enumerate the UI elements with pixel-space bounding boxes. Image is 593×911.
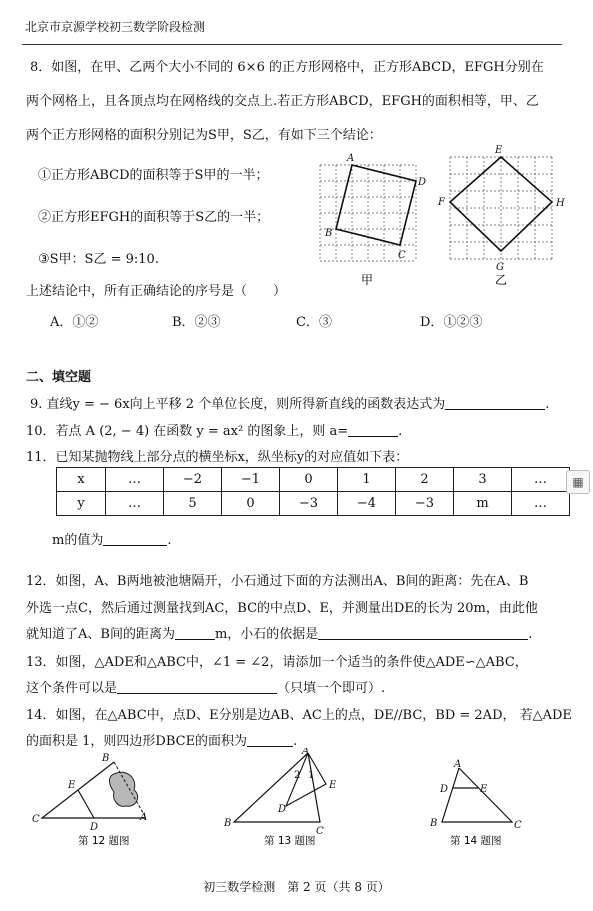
f12-label-c: C (32, 814, 40, 825)
table-row (57, 492, 570, 516)
label-f: F (438, 197, 445, 208)
square-efgh (450, 157, 552, 251)
q9-text: 9. 直线y = − 6x向上平移 2 个单位长度，则所得新直线的函数表达式为 . (30, 397, 550, 412)
q8-line2: 两个网格上，且各顶点均在网格线的交点上.若正方形ABCD，EFGH的面积相等，甲、乙 (26, 94, 539, 109)
q14-line1: 14．如图，在△ABC中，点D、E分别是边AB、AC上的点，DE//BC，BD = 2AD， 若△ADE (26, 708, 572, 723)
table-cell: −4 (338, 492, 396, 516)
f14-label-e: E (480, 784, 488, 795)
q11-answer-blank[interactable] (103, 533, 167, 546)
figure-jia-label: 甲 (361, 273, 374, 287)
f13-label-e: E (329, 780, 337, 791)
table-cell: −3 (280, 492, 338, 516)
figure-yi-label: 乙 (495, 273, 508, 287)
table-cell: 2 (396, 468, 454, 492)
q12-line3 (26, 623, 532, 642)
f13-angle-2: 2 (294, 770, 301, 781)
table-cell: … (106, 492, 164, 516)
f13-label-d: D (278, 804, 287, 815)
q8-question: 上述结论中，所有正确结论的序号是（ ） (26, 284, 287, 299)
f14-label-d: D (440, 784, 449, 795)
q8-line1: 8．如图，在甲、乙两个大小不同的 6×6 的正方形网格中，正方形ABCD，EFGH分别在 (30, 60, 544, 75)
q12-reason-blank[interactable] (318, 627, 528, 640)
figure-q14 (424, 756, 534, 848)
page-footer: 初三数学检测 第 2 页（共 8 页） (203, 880, 390, 894)
label-h: H (556, 198, 565, 209)
q12-line2: 外选一点C，然后通过测量找到AC，BC的中点D、E，并测量出DE的长为 20m，由此他 (26, 601, 538, 616)
q14-line2 (26, 730, 297, 749)
q13-line2-b: （只填一个即可）. (277, 681, 386, 696)
table-cell: 5 (164, 492, 222, 516)
f12-label-a: A (140, 812, 148, 823)
f14-label-a: A (454, 759, 462, 770)
figure-jia (305, 150, 430, 290)
side-tool-icon[interactable]: ▦ (566, 470, 590, 494)
q12-distance-blank[interactable] (175, 627, 215, 640)
q12-line3-a: 就知道了A、B间的距离为 (26, 627, 175, 642)
q8-option-b[interactable]: B．②③ (172, 315, 221, 330)
label-g: G (496, 262, 504, 273)
table-cell: 0 (222, 492, 280, 516)
page-header: 北京市京源学校初三数学阶段检测 (25, 20, 206, 34)
figure-q12 (30, 752, 160, 848)
label-a: A (347, 153, 355, 164)
label-c: C (398, 250, 406, 261)
q11-after: m的值为 . (52, 533, 172, 548)
q8-conclusion-3: ③S甲：S乙 = 9:10. (38, 252, 159, 267)
label-e: E (495, 145, 503, 156)
table-cell: … (512, 492, 570, 516)
q14-answer-blank[interactable] (247, 734, 293, 747)
table-row (57, 468, 570, 492)
f13-caption: 第 13 题图 (264, 835, 316, 847)
table-cell: 0 (280, 468, 338, 492)
q13-line2 (26, 677, 385, 696)
table-cell: −2 (164, 468, 222, 492)
f13-label-a: A (302, 748, 310, 757)
table-cell: 1 (338, 468, 396, 492)
table-cell: x (57, 468, 106, 492)
q10-text: 10．若点 A (2, − 4) 在函数 y = ax² 的图象上，则 a= . (26, 424, 403, 439)
q8-conclusion-2: ②正方形EFGH的面积等于S乙的一半； (38, 210, 270, 225)
q10-answer-blank[interactable] (348, 424, 398, 437)
q8-option-c[interactable]: C．③ (296, 315, 332, 330)
q8-conclusion-1: ①正方形ABCD的面积等于S甲的一半； (38, 168, 269, 183)
table-cell: 3 (454, 468, 512, 492)
q10-stem: 10．若点 A (2, − 4) 在函数 y = ax² 的图象上，则 a= (26, 424, 349, 439)
figure-yi (432, 142, 572, 290)
q13-line2-a: 这个条件可以是 (26, 681, 118, 696)
q8-option-d[interactable]: D．①②③ (420, 315, 483, 330)
q12-line3-c: . (528, 627, 533, 642)
pond-shape (110, 772, 138, 806)
q11-text: 11．已知某抛物线上部分点的横坐标x，纵坐标y的对应值如下表： (26, 450, 409, 465)
table-cell: m (454, 492, 512, 516)
q12-line3-b: m，小石的依据是 (214, 627, 319, 642)
table-cell: −3 (396, 492, 454, 516)
f14-label-b: B (430, 818, 438, 829)
f12-label-d: D (90, 822, 99, 833)
table-cell: y (57, 492, 106, 516)
section-title: 二、填空题 (26, 370, 92, 385)
q9-stem: 9. 直线y = − 6x向上平移 2 个单位长度，则所得新直线的函数表达式为 (30, 397, 446, 412)
f12-label-b: B (102, 753, 110, 764)
f13-angle-1: 1 (308, 770, 315, 781)
label-d: D (418, 177, 427, 188)
q11-value-table (56, 467, 570, 516)
label-b: B (325, 228, 333, 239)
table-cell: … (512, 468, 570, 492)
f13-label-c: C (316, 826, 324, 837)
q11-after-stem: m的值为 (52, 533, 104, 548)
f13-label-b: B (224, 818, 232, 829)
q8-option-a[interactable]: A．①② (50, 315, 99, 330)
q12-line1: 12．如图，A、B两地被池塘隔开，小石通过下面的方法测出A、B间的距离：先在A、B (26, 574, 529, 589)
f12-label-e: E (68, 780, 76, 791)
table-cell: −1 (222, 468, 280, 492)
f12-caption: 第 12 题图 (78, 835, 130, 847)
square-abcd (336, 165, 416, 245)
q8-line3: 两个正方形网格的面积分别记为S甲，S乙，有如下三个结论： (26, 128, 382, 143)
q13-line1: 13．如图，△ADE和△ABC中，∠1 = ∠2，请添加一个适当的条件使△ADE∽△ABC， (26, 655, 528, 670)
q13-condition-blank[interactable] (117, 681, 277, 694)
table-cell: … (106, 468, 164, 492)
f14-label-c: C (514, 820, 522, 831)
q14-line2-b: . (293, 734, 298, 749)
figure-q13 (222, 748, 352, 848)
q9-answer-blank[interactable] (445, 397, 545, 410)
header-rule (22, 44, 562, 45)
f14-caption: 第 14 题图 (450, 835, 502, 847)
q14-line2-a: 的面积是 1，则四边形DBCE的面积为 (26, 734, 248, 749)
